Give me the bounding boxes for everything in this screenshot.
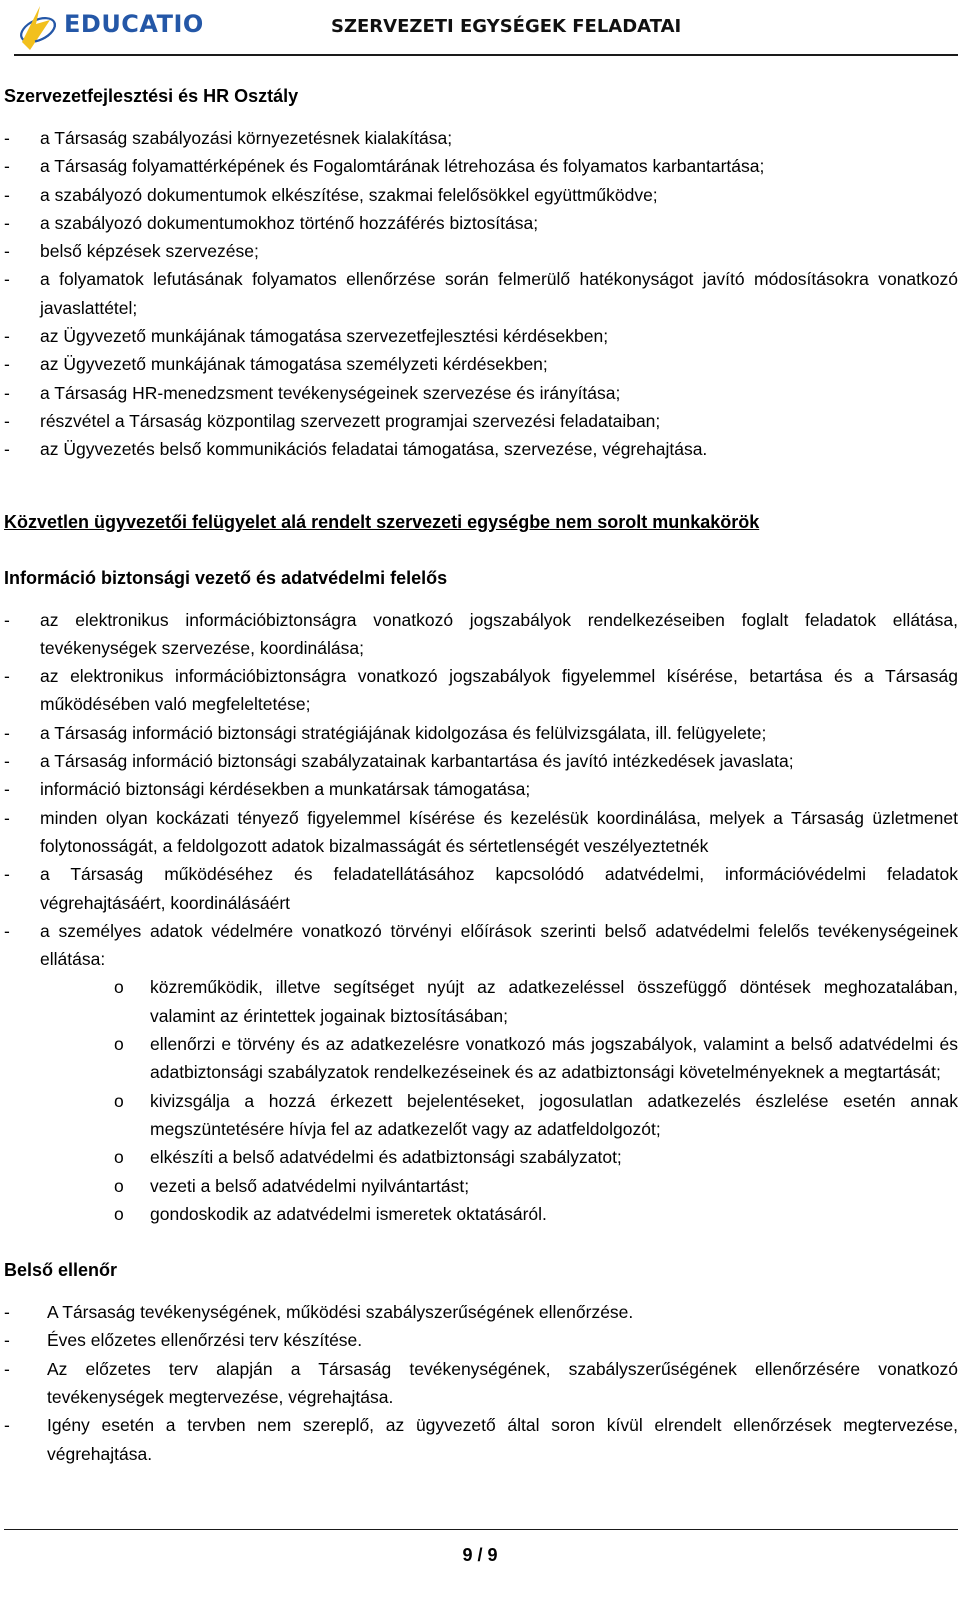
educatio-logo bbox=[14, 2, 214, 54]
sub-list-item: o ellenőrzi e törvény és az adatkezelésre vonatkozó más jogszabályok, valamint a belső adatvédelmi és adatbiztonsági szabályzatok rendelkezéseinek és az adatbiztonsági követelményeknek a megtartását; bbox=[150, 1030, 958, 1087]
infosec-task-list bbox=[4, 606, 958, 974]
list-item: - az Ügyvezető munkájának támogatása szervezetfejlesztési kérdésekben; bbox=[4, 322, 958, 350]
section-title-hr: Szervezetfejlesztési és HR Osztály bbox=[4, 86, 299, 106]
hr-task-list bbox=[4, 124, 958, 464]
list-item: - a Társaság HR-menedzsment tevékenységeinek szervezése és irányítása; bbox=[4, 379, 958, 407]
list-item: - az elektronikus információbiztonságra vonatkozó jogszabályok figyelemmel kísérése, betartása és a Társaság működésében való megfeleltetése; bbox=[4, 662, 958, 719]
sub-list-item: o elkészíti a belső adatvédelmi és adatbiztonsági szabályzatot; bbox=[150, 1143, 958, 1171]
logo-mark-icon bbox=[14, 2, 62, 54]
brand-name: EDUCATIO bbox=[64, 10, 204, 38]
list-item: - belső képzések szervezése; bbox=[4, 237, 958, 265]
list-item: - minden olyan kockázati tényező figyelemmel kísérése és kezelésük koordinálása, melyek a Társaság üzletmenet folytonosságát, a feldolgozott adatok bizalmasságát és sértetlenségét veszélyeztetnék bbox=[4, 804, 958, 861]
sub-list-item: o gondoskodik az adatvédelmi ismeretek oktatásáról. bbox=[150, 1200, 958, 1228]
list-item: - a Társaság információ biztonsági szabályzatainak karbantartása és javító intézkedések javaslata; bbox=[4, 747, 958, 775]
list-item: - a Társaság információ biztonsági stratégiájának kidolgozása és felülvizsgálata, ill. felügyelete; bbox=[4, 719, 958, 747]
list-item: - az elektronikus információbiztonságra vonatkozó jogszabályok rendelkezéseiben foglalt feladatok ellátása, tevékenységek szervezése, koordinálása; bbox=[4, 606, 958, 663]
list-item: - Éves előzetes ellenőrzési terv készítése. bbox=[4, 1326, 958, 1354]
section-title-direct: Közvetlen ügyvezetői felügyelet alá rendelt szervezeti egységbe nem sorolt munkakörök bbox=[4, 511, 760, 532]
list-item: - Igény esetén a tervben nem szereplő, az ügyvezető által soron kívül elrendelt ellenőrzések megtervezése, végrehajtása. bbox=[4, 1411, 958, 1468]
list-item: - a szabályozó dokumentumok elkészítése, szakmai felelősökkel együttműködve; bbox=[4, 181, 958, 209]
document-body bbox=[4, 82, 958, 1468]
list-item: - a Társaság folyamattérképének és Fogalomtárának létrehozása és folyamatos karbantartása; bbox=[4, 152, 958, 180]
audit-task-list bbox=[4, 1298, 958, 1468]
list-item: - a Társaság szabályozási környezetésnek kialakítása; bbox=[4, 124, 958, 152]
sub-list-item: o vezeti a belső adatvédelmi nyilvántartást; bbox=[150, 1172, 958, 1200]
list-item: - a szabályozó dokumentumokhoz történő hozzáférés biztosítása; bbox=[4, 209, 958, 237]
list-item: - Az előzetes terv alapján a Társaság tevékenységének, szabályszerűségének ellenőrzésére vonatkozó tevékenységek megtervezése, végrehajtása. bbox=[4, 1355, 958, 1412]
section-title-infosec: Információ biztonsági vezető és adatvédelmi felelős bbox=[4, 567, 448, 588]
document-title: SZERVEZETI EGYSÉGEK FELADATAI bbox=[331, 16, 682, 37]
list-item: - a személyes adatok védelmére vonatkozó törvényi előírások szerinti belső adatvédelmi felelős tevékenységeinek ellátása: bbox=[4, 917, 958, 974]
dpo-subtask-list bbox=[4, 973, 958, 1228]
list-item: - A Társaság tevékenységének, működési szabályszerűségének ellenőrzése. bbox=[4, 1298, 958, 1326]
list-item: - a folyamatok lefutásának folyamatos ellenőrzése során felmerülő hatékonyságot javító módosításokra vonatkozó javaslattétel; bbox=[4, 265, 958, 322]
sub-list-item: o kivizsgálja a hozzá érkezett bejelentéseket, jogosulatlan adatkezelés észlelése esetén annak megszüntetésére hívja fel az adatkezelőt vagy az adatfeldolgozót; bbox=[150, 1087, 958, 1144]
list-item: - részvétel a Társaság központilag szervezett programjai szervezési feladataiban; bbox=[4, 407, 958, 435]
sub-list-item: o közreműködik, illetve segítséget nyújt az adatkezeléssel összefüggő döntések meghozatalában, valamint az érintettek jogainak biztosításában; bbox=[150, 973, 958, 1030]
list-item: - az Ügyvezető munkájának támogatása személyzeti kérdésekben; bbox=[4, 350, 958, 378]
list-item: - információ biztonsági kérdésekben a munkatársak támogatása; bbox=[4, 775, 958, 803]
footer-divider bbox=[4, 1529, 958, 1530]
page-header bbox=[0, 0, 960, 56]
page-number: 9 / 9 bbox=[462, 1545, 498, 1565]
section-title-audit: Belső ellenőr bbox=[4, 1260, 118, 1281]
list-item: - a Társaság működéséhez és feladatellátásához kapcsolódó adatvédelmi, információvédelmi feladatok végrehajtásáért, koordinálásáért bbox=[4, 860, 958, 917]
list-item: - az Ügyvezetés belső kommunikációs feladatai támogatása, szervezése, végrehajtása. bbox=[4, 435, 958, 463]
header-divider bbox=[14, 54, 958, 56]
